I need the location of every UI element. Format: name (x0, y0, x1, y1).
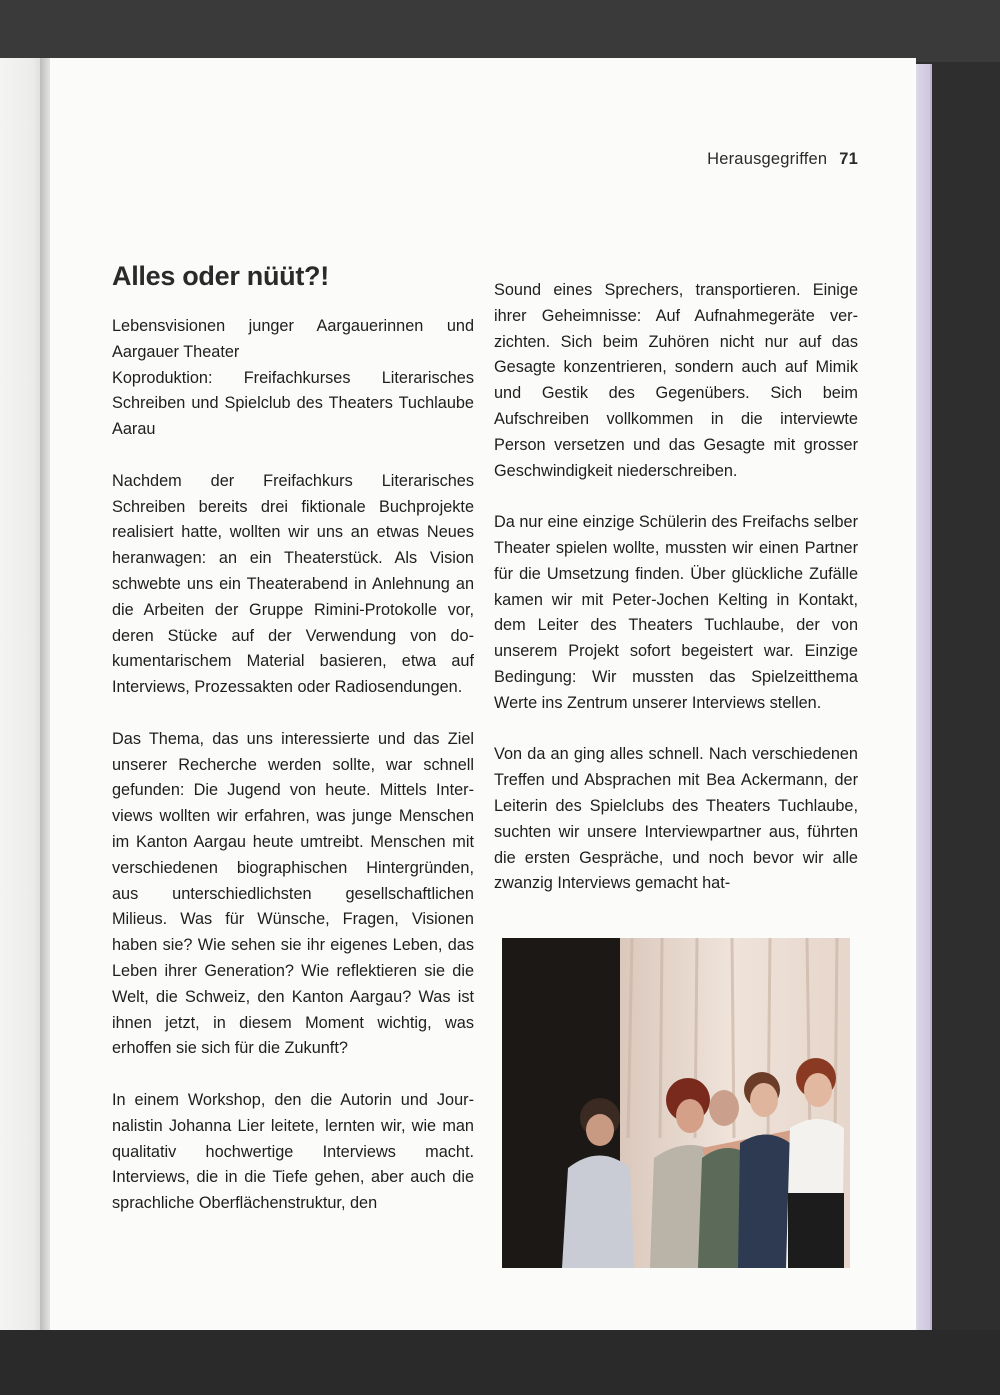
scan-background-top (0, 0, 1000, 62)
paragraph: Nachdem der Freifachkurs Literarisches Schreiben bereits drei fiktionale Buchprojekte realisiert hatte, wollten wir uns an etwas Neues heranwagen: an ein Theaterstück. Als Vision schwebte uns ein Theaterabend in Anlehnung an die Arbeiten der Gruppe Rimini-Protokolle vor, deren Stücke auf der Verwendung von dokumentarischem Material basieren, etwa auf Interviews, Prozessakten oder Radiosendungen. (112, 471, 474, 697)
paragraph: Da nur eine einzige Schülerin des Freifachs selber Theater spielen wollte, mussten wir einen Partner für die Umsetzung finden. Über glückliche Zufälle kamen wir mit Peter-Jochen Kelting in Kontakt, dem Leiter des Theaters Tuchlaube, der von unserem Projekt sofort begeistert war. Einzige Bedingung: Wir mussten das Spielzeitthema Werte ins Zentrum unserer Interviews stellen. (494, 513, 858, 712)
stage-photo-icon (502, 938, 850, 1268)
left-column (112, 260, 474, 1217)
running-head (707, 150, 858, 169)
paragraph: In einem Workshop, den die Autorin und Journalistin Johanna Lier leitete, lernten wir, wie man qualitativ hochwertige Interviews macht. Interviews, die in die Tiefe gehen, aber auch die sprachliche Oberflächenstruktur, den (112, 1090, 474, 1213)
paragraph: Sound eines Sprechers, transportieren. Einige ihrer Geheimnisse: Auf Aufnahmegeräte verzichten. Sich beim Zuhören nicht nur auf das Gesagte konzentrieren, sondern auch auf Mimik und Gestik des Gegenübers. Sich beim Aufschreiben vollkommen in die interviewte Person versetzen und das Gesagte mit grosser Geschwindigkeit niederschreiben. (494, 281, 858, 480)
page-number: 71 (839, 150, 858, 168)
scan-background-bottom (0, 1330, 1000, 1395)
right-column (494, 278, 858, 897)
article-title: Alles oder nüüt?! (112, 261, 329, 291)
paragraph: Von da an ging alles schnell. Nach verschiedenen Treffen und Absprachen mit Bea Ackermann, der Leiterin des Spielclubs des Theaters Tuchlaube, suchten wir unsere Interviewpartner aus, führten die ersten Gespräche, und noch bevor wir alle zwanzig Interviews gemacht hat- (494, 745, 858, 893)
paragraph: Das Thema, das uns interessierte und das Ziel unserer Recherche werden sollte, war schnell gefunden: Die Jugend von heute. Mittels Interviews wollten wir erfahren, was junge Menschen im Kanton Aargau heute umtreibt. Menschen mit verschiedenen biographischen Hintergründen, aus unterschiedlichsten gesellschaftlichen Milieus. Was für Wünsche, Fragen, Visionen haben sie? Wie sehen sie ihr eigenes Leben, das Leben ihrer Generation? Wie reflektieren sie die Welt, die Schweiz, den Kanton Aargau? Was ist ihnen jetzt, in diesem Moment wichtig, was erhoffen sie sich für die Zukunft? (112, 729, 474, 1058)
article-subtitle: Lebensvisionen junger Aargauerinnen und Aargauer Theater (112, 317, 474, 361)
article-coproduction: Koproduktion: Freifachkurses Literarisches Schreiben und Spielclub des Theaters Tuchlaube Aarau (112, 368, 474, 439)
stage-photo (502, 938, 850, 1268)
book-page (50, 58, 916, 1330)
section-title: Herausgegriffen (707, 150, 828, 168)
